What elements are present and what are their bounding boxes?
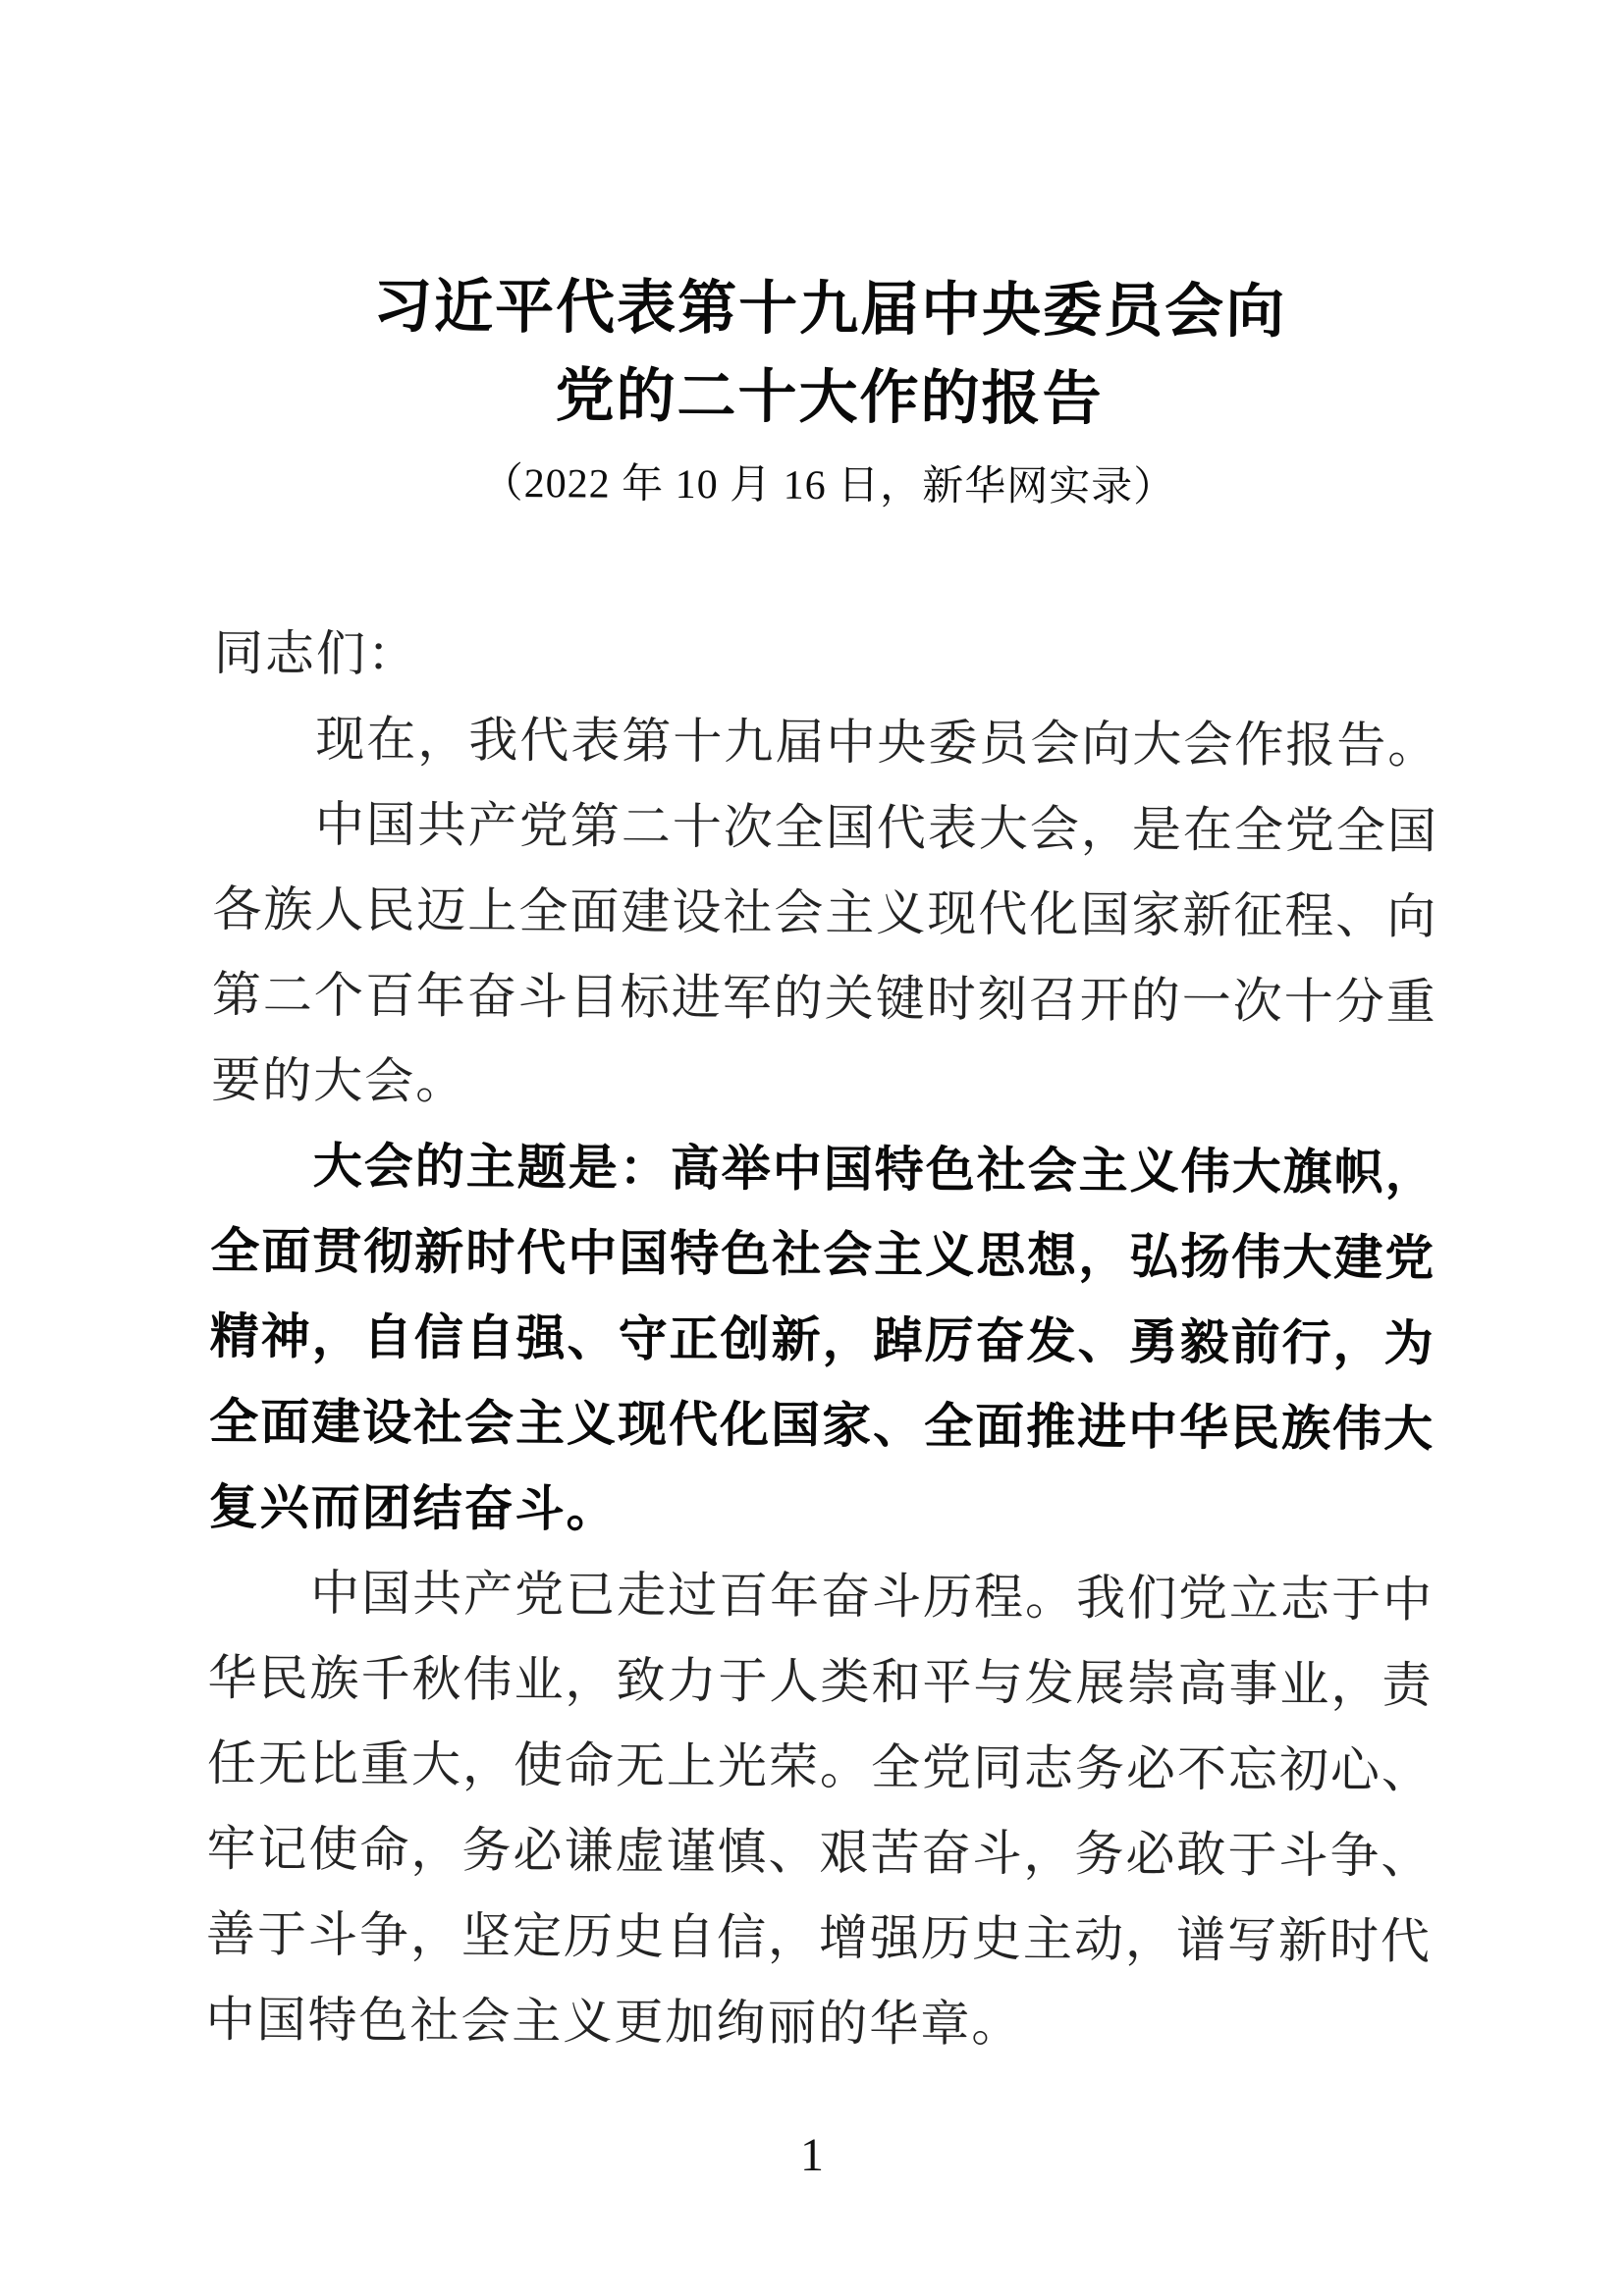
text-line: 要的大会。 xyxy=(211,1052,467,1109)
paragraph xyxy=(214,611,1442,704)
text-line: 华民族千秋伟业，致力于人类和平与发展崇高事业，责 xyxy=(207,1650,1434,1713)
page-number: 1 xyxy=(800,2129,824,2181)
text-line: 精神，自信自强、守正创新，踔厉奋发、勇毅前行，为 xyxy=(209,1308,1435,1371)
text-line: 中国特色社会主义更加绚丽的华章。 xyxy=(205,1992,1023,2053)
document-subtitle: （2022 年 10 月 16 日，新华网实录） xyxy=(481,460,1176,511)
text-line: 大会的主题是：高举中国特色社会主义伟大旗帜， xyxy=(210,1138,1436,1201)
paragraph xyxy=(208,1123,1438,1558)
document-body xyxy=(205,611,1441,2070)
text-line: 全面建设社会主义现代化国家、全面推进中华民族伟大 xyxy=(208,1394,1435,1457)
paragraph xyxy=(211,781,1440,1131)
document-title-line1: 习近平代表第十九届中央委员会向 xyxy=(372,274,1287,345)
title-block xyxy=(215,0,1445,534)
text-line: 同志们： xyxy=(213,625,419,682)
text-line: 全面贯彻新时代中国特色社会主义思想，弘扬伟大建党 xyxy=(210,1223,1436,1286)
text-line: 各族人民迈上全面建设社会主义现代化国家新征程、向 xyxy=(212,881,1438,944)
text-line: 善于斗争，坚定历史自信，增强历史主动，谱写新时代 xyxy=(205,1906,1433,1969)
text-line: 中国共产党已走过百年奋斗历程。我们党立志于中 xyxy=(207,1565,1435,1628)
text-line: 中国共产党第二十次全国代表大会，是在全党全国 xyxy=(212,796,1439,859)
document-content xyxy=(205,0,1445,2070)
text-line: 第二个百年奋斗目标进军的关键时刻召开的一次十分重 xyxy=(211,967,1437,1030)
text-line: 现在，我代表第十九届中央委员会向大会作报告。 xyxy=(213,711,1439,774)
text-line: 牢记使命，务必谦虚谨慎、艰苦奋斗，务必敢于斗争、 xyxy=(206,1821,1433,1884)
text-line: 任无比重大，使命无上光荣。全党同志务必不忘初心、 xyxy=(206,1735,1434,1798)
document-title-line2: 党的二十大作的报告 xyxy=(555,363,1104,432)
paragraph xyxy=(205,1550,1435,2070)
text-line: 复兴而团结奋斗。 xyxy=(208,1479,618,1537)
paragraph xyxy=(213,696,1441,789)
